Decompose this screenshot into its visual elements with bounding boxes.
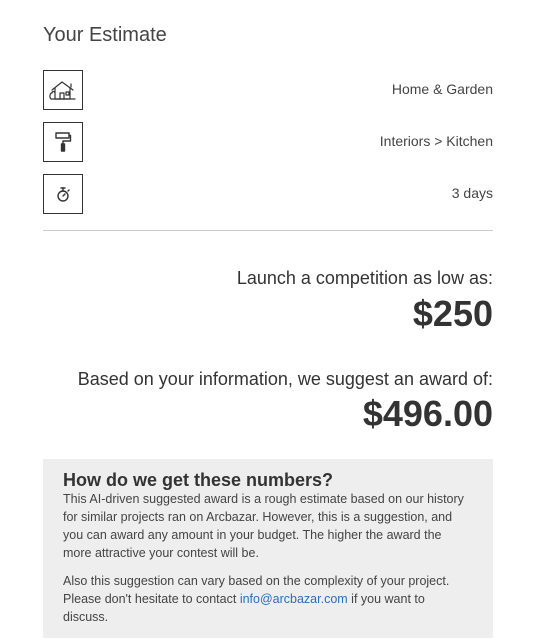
- divider: [43, 230, 493, 231]
- duration-row: [43, 174, 493, 214]
- info-paragraph-2: [63, 572, 473, 626]
- info-paragraph-1: This AI-driven suggested award is a rough estimate based on our history for similar projects ran on Arcbazar. However, this is a suggestion, and you can award any amount in your budget. The higher the award the more attractive your contest will be.: [63, 492, 464, 560]
- house-icon: [43, 70, 83, 110]
- info-paragraph-2-end: if you want to discuss.: [63, 592, 425, 624]
- competition-price: $250: [412, 293, 493, 334]
- category-row: [43, 70, 493, 110]
- paint-roller-icon: [43, 122, 83, 162]
- duration-value: 3 days: [451, 185, 493, 201]
- award-price: $496.00: [362, 393, 493, 434]
- competition-label: Launch a competition as low as:: [236, 268, 493, 288]
- info-box: [43, 459, 493, 638]
- subcategory-row: [43, 122, 493, 162]
- subcategory-value: Interiors > Kitchen: [379, 133, 493, 149]
- info-paragraph-2-start: Also this suggestion can vary based on the complexity of your project. Please don't hesitate to contact: [63, 574, 450, 606]
- award-label: Based on your information, we suggest an award of:: [77, 369, 493, 389]
- contact-email-link[interactable]: info@arcbazar.com: [239, 592, 348, 606]
- stopwatch-icon: [43, 174, 83, 214]
- info-heading: How do we get these numbers?: [63, 470, 334, 490]
- estimate-title: Your Estimate: [43, 24, 167, 46]
- category-value: Home & Garden: [391, 81, 493, 97]
